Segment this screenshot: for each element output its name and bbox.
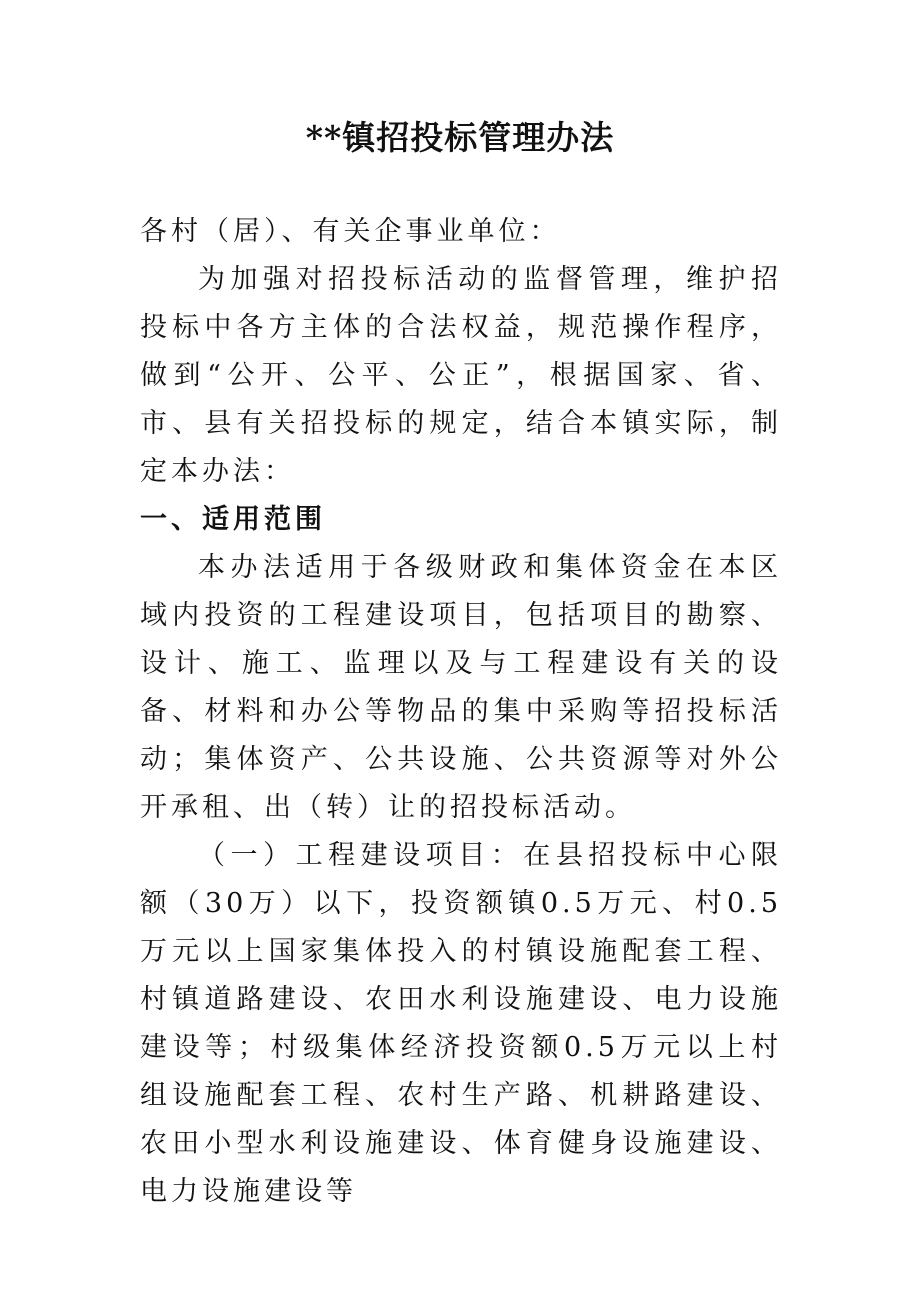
salutation: 各村（居）、有关企事业单位： <box>140 216 561 247</box>
section-heading-scope: 一、适用范围 <box>140 504 326 535</box>
item-construction-projects: （一）工程建设项目：在县招投标中心限额（30万）以下，投资额镇0.5万元、村0.5万元以上国家集体投入的村镇设施配套工程、村镇道路建设、农田水利设施建设、电力设施建设等；村级集体经济投资额0.5万元以上村组设施配套工程、农村生产路、机耕路建设、农田小型水利设施建设、体育健身设施建设、电力设施建设等 <box>140 840 782 1207</box>
scope-paragraph: 本办法适用于各级财政和集体资金在本区域内投资的工程建设项目，包括项目的勘察、设计、施工、监理以及与工程建设有关的设备、材料和办公等物品的集中采购等招投标活动；集体资产、公共设施、公共资源等对外公开承租、出（转）让的招投标活动。 <box>140 552 782 823</box>
intro-paragraph: 为加强对招投标活动的监督管理，维护招投标中各方主体的合法权益，规范操作程序，做到“公开、公平、公正”，根据国家、省、市、县有关招投标的规定，结合本镇实际，制定本办法： <box>140 264 782 487</box>
document-title: **镇招投标管理办法 <box>305 118 615 157</box>
document-body <box>140 208 782 1216</box>
